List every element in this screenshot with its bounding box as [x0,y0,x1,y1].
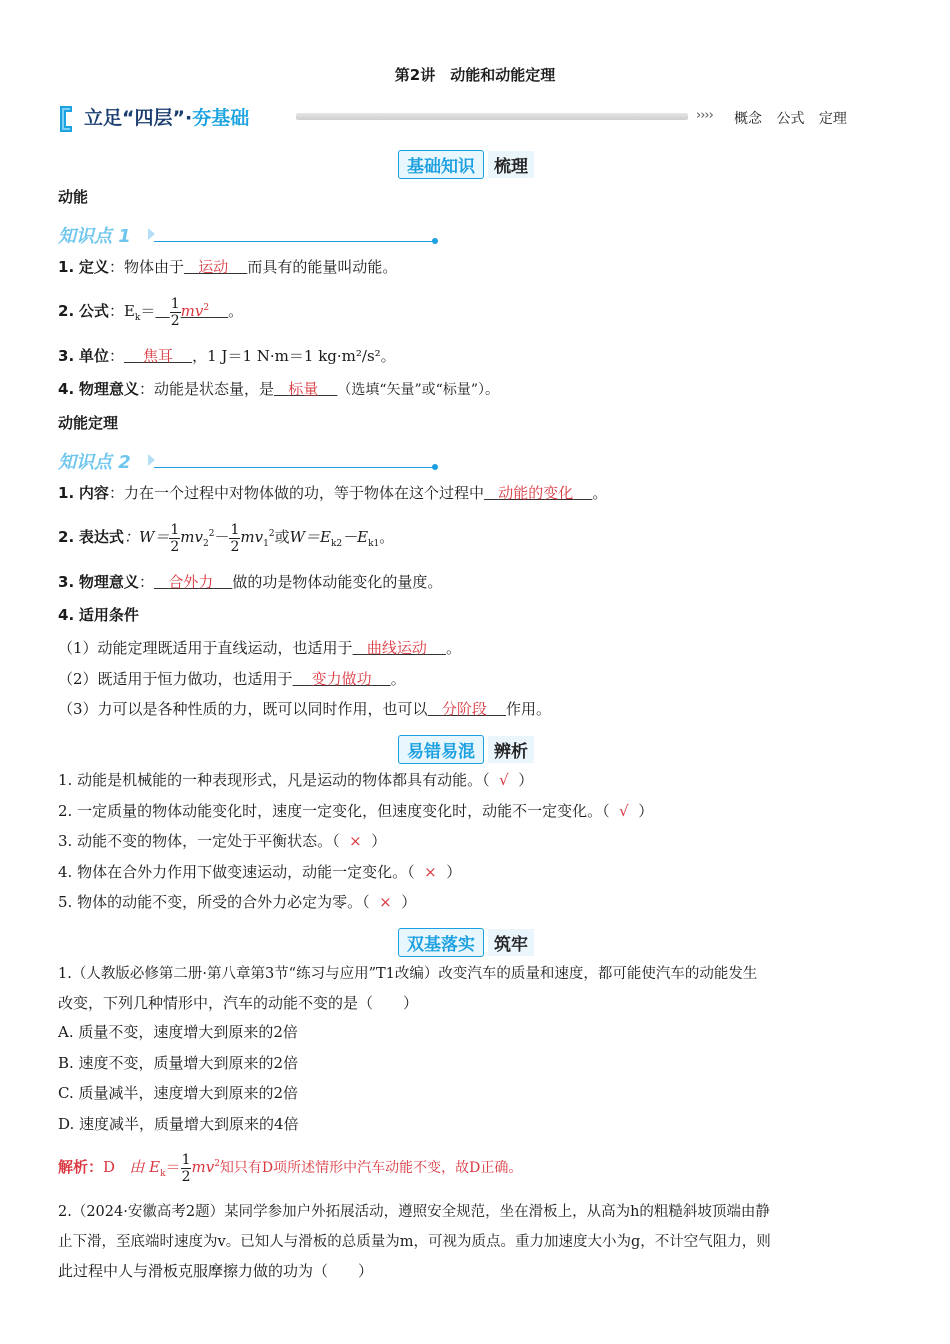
item-label: 公式 [78,302,109,320]
item-text: 或 [274,528,290,546]
item-number: 3 [58,573,69,591]
judgment-5 [58,891,416,912]
item-text: 作用。 [505,700,551,718]
subscript: k1 [368,539,380,549]
banner-tags: 概念 公式 定理 [734,111,847,127]
section-basic-knowledge [398,150,534,178]
subscript: k [160,1169,166,1179]
fraction-denominator: 2 [230,538,240,555]
fraction-denominator: 2 [181,1168,191,1185]
fraction-numerator: 1 [170,521,180,538]
judgment-text: 4. 物体在合外力作用下做变速运动，动能一定变化。（ [58,863,415,881]
item-text: （选填“矢量”或“标量”）。 [337,382,499,398]
item-label: 单位 [78,347,109,365]
question-1-option-a: A. 质量不变，速度增大到原来的2倍 [58,1023,298,1041]
item-text: 。 [592,484,608,502]
item-text: ：W＝ [123,528,170,546]
solution-label: 解析： [58,1158,104,1176]
kp1-definition: 1. 定义：物体由于 运动 而具有的能量叫动能。 [58,258,398,276]
answer-blank [293,670,391,688]
banner-title-accent: 夯基础 [192,107,250,129]
judgment-text: ） [446,863,462,881]
fraction [170,296,181,329]
item-text: （1）动能定理既适用于直线运动，也适用于 [58,639,353,657]
item-label: 内容 [78,484,109,502]
fraction-numerator: 1 [170,295,180,312]
answer-text: 运动 [198,258,229,276]
item-number: 4 [58,606,69,624]
item-text: 。 [445,639,461,657]
kp1-tag-line [154,241,434,242]
answer-text: 标量 [288,380,319,398]
kp1-heading: 动能 [58,188,89,206]
page-title: 第2讲 动能和动能定理 [394,66,556,84]
item-text: 。 [228,302,244,320]
section-text: 筑牢 [488,929,534,956]
question-1-line-1: 1.（人教版必修第二册·第八章第3节“练习与应用”T1改编）改变汽车的质量和速度，都可能使汽车的动能发生 [58,966,758,982]
item-number: 1 [58,484,69,502]
kp2-conditions-heading: 4. 适用条件 [58,606,139,624]
judgment-2 [58,800,653,821]
item-label: 适用条件 [78,606,139,624]
item-text: （3）力可以是各种性质的力，既可以同时作用，也可以 [58,700,428,718]
question-2-line-3: 此过程中人与滑板克服摩擦力做的功为（ ） [58,1262,374,1280]
solution-text: 知只有D项所述情形中汽车动能不变，故D正确。 [219,1160,523,1176]
kp1-tag-dot [432,238,438,244]
banner-divider [296,113,688,120]
item-text: ：力在一个过程中对物体做的功，等于物体在这个过程中 [108,484,484,502]
answer-text: 分阶段 [441,700,487,718]
judgment-text: ） [371,832,387,850]
item-text: （2）既适用于恒力做功，也适用于 [58,670,293,688]
item-number: 4 [58,380,69,398]
kp1-tag [58,222,438,248]
question-1-option-b: B. 速度不变，质量增大到原来的2倍 [58,1054,299,1072]
judgment-3 [58,830,386,851]
judgment-1 [58,769,533,790]
item-text: 。 [390,670,406,688]
answer-blank [155,295,228,329]
subscript: k [134,313,141,323]
answer-text: 合外力 [168,573,214,591]
item-text: －E [342,528,369,546]
answer-blank [484,484,592,502]
fraction-numerator: 1 [230,521,240,538]
answer-text: mv [180,302,204,320]
item-text: 。 [379,528,395,546]
answer-blank [274,380,337,398]
solution-answer: D [103,1158,116,1176]
question-2-line-2: 止下滑，至底端时速度为v。已知人与滑板的总质量为m，可视为质点。重力加速度大小为g，不计空气阻力，则 [58,1234,771,1250]
fraction [229,522,240,555]
kp1-unit: 3. 单位： 焦耳 ，1 J＝1 N·m＝1 kg·m²/s²。 [58,347,396,365]
kp2-heading: 动能定理 [58,414,119,432]
judgment-text: ） [518,771,534,789]
banner-arrows-icon: ›››› [696,108,713,123]
section-practice [398,928,534,956]
item-label: 物理意义 [78,573,139,591]
cross-mark-icon: × [379,893,392,911]
item-text: ：E [108,302,135,320]
question-1-option-d: D. 速度减半，质量增大到原来的4倍 [58,1115,299,1133]
question-2-line-1: 2.（2024·安徽高考2题）某同学参加户外拓展活动，遵照安全规范，坐在滑板上，从高为h的粗糙斜坡顶端由静 [58,1204,770,1220]
section-text: 梳理 [488,151,534,178]
item-text: ＝ [140,302,156,320]
answer-blank [124,347,192,365]
answer-text: 变力做功 [311,670,372,688]
item-text: ： [138,573,154,591]
judgment-text: ） [638,802,654,820]
item-label: 定义 [78,258,109,276]
kp2-condition-3 [58,698,551,719]
answer-blank [353,639,446,657]
kp2-condition-2 [58,668,406,689]
kp2-tag-line [154,467,434,468]
answer-blank [154,573,232,591]
section-banner [58,100,858,136]
section-box: 易错易混 [398,735,484,764]
section-text: 辨析 [488,736,534,763]
item-label: 表达式 [78,528,124,546]
question-1-solution [58,1142,522,1186]
judgment-text: 5. 物体的动能不变，所受的合外力必定为零。（ [58,893,370,911]
judgment-text: ） [401,893,417,911]
fraction-denominator: 2 [170,538,180,555]
kp1-meaning: 4. 物理意义：动能是状态量，是 标量 （选填“矢量”或“标量”）。 [58,380,499,398]
answer-text: 曲线运动 [366,639,427,657]
subscript: k2 [330,539,343,549]
item-number: 2 [58,528,69,546]
solution-text: 由 E [129,1158,161,1176]
item-number: 1 [58,258,69,276]
solution-text: ＝ [165,1158,181,1176]
kp1-formula: 2. 公式：$E_k=$ $\frac{1}{2}$ $mv^2$ 。 [58,295,244,329]
fraction [169,522,180,555]
section-box: 双基落实 [398,928,484,957]
section-box: 基础知识 [398,150,484,179]
superscript: 2 [203,303,210,313]
item-text: W＝E [289,528,331,546]
item-number: 3 [58,347,69,365]
item-label: 物理意义 [78,380,139,398]
fraction-denominator: 2 [170,312,180,329]
item-text: ：物体由于 [108,258,184,276]
triangle-icon [148,228,155,240]
judgment-4 [58,861,461,882]
fraction [181,1152,192,1185]
item-text: 而具有的能量叫动能。 [247,258,398,276]
kp2-expression: 2. 表达式：W＝ $\frac{1}{2}$ $mv_2^2-$ $\frac{1}{2}$ $mv_1^2$或$W=E_{k2}-E_{k1}$。 [58,521,395,555]
judgment-text: 1. 动能是机械能的一种表现形式，凡是运动的物体都具有动能。（ [58,771,490,789]
fraction-numerator: 1 [181,1151,191,1168]
question-1-line-2: 改变，下列几种情形中，汽车的动能不变的是（ ） [58,994,419,1012]
item-number: 2 [58,302,69,320]
solution-text: mv [191,1158,215,1176]
kp2-condition-1 [58,637,461,658]
kp2-tag [58,448,438,474]
check-mark-icon: √ [499,771,509,789]
banner-title-prefix: 立足“四层”· [84,107,193,129]
item-text: ，1 J＝1 N·m＝1 kg·m²/s²。 [192,347,396,365]
banner-bracket-icon [58,104,84,134]
kp2-tag-label: 知识点 2 [58,452,131,473]
question-1-option-c: C. 质量减半，速度增大到原来的2倍 [58,1084,299,1102]
cross-mark-icon: × [349,832,362,850]
answer-blank [428,700,506,718]
kp2-tag-dot [432,464,438,470]
check-mark-icon: √ [619,802,629,820]
judgment-text: 3. 动能不变的物体，一定处于平衡状态。（ [58,832,340,850]
triangle-icon [148,454,155,466]
banner-title [84,103,249,130]
kp1-tag-label: 知识点 1 [58,226,131,247]
section-error-analysis [398,735,534,763]
judgment-text: 2. 一定质量的物体动能变化时，速度一定变化，但速度变化时，动能不一定变化。（ [58,802,610,820]
answer-text: 动能的变化 [498,484,574,502]
answer-blank [184,258,247,276]
cross-mark-icon: × [424,863,437,881]
kp2-content: 1. 内容：力在一个过程中对物体做的功，等于物体在这个过程中 动能的变化 。 [58,484,608,502]
item-text: ：动能是状态量，是 [138,380,274,398]
answer-text: 焦耳 [143,347,174,365]
item-text: 做的功是物体动能变化的量度。 [232,573,443,591]
kp2-meaning: 3. 物理意义： 合外力 做的功是物体动能变化的量度。 [58,573,443,591]
superscript: 2 [214,1159,220,1169]
